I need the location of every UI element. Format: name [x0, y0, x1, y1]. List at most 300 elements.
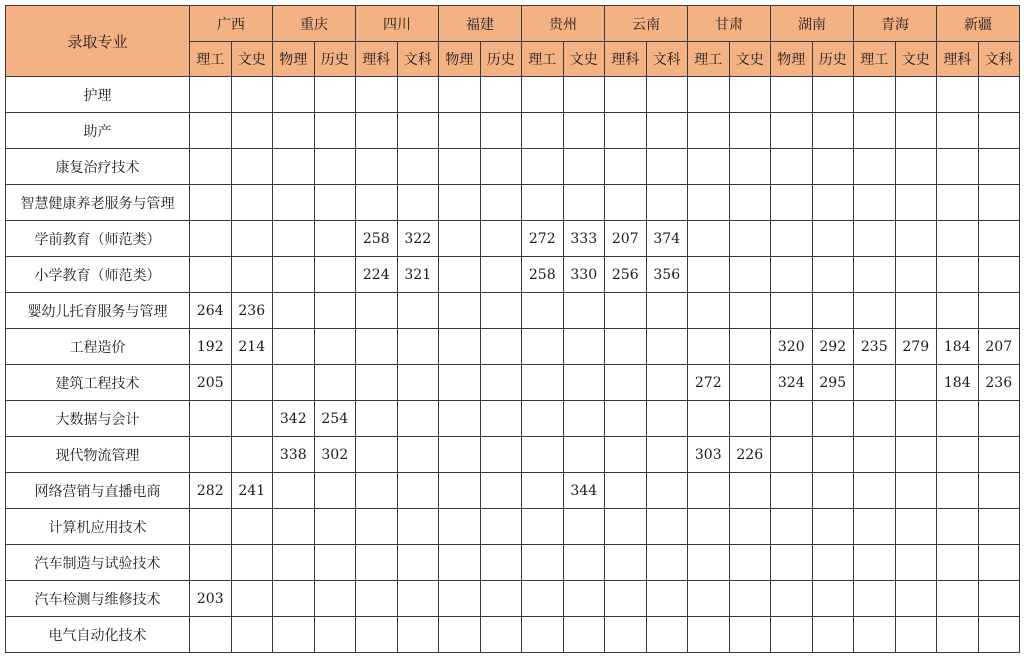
- score-cell: [895, 581, 937, 617]
- score-cell: 295: [812, 365, 854, 401]
- score-cell: [273, 473, 315, 509]
- score-cell: [854, 77, 896, 113]
- score-cell: [895, 365, 937, 401]
- score-cell: [231, 257, 273, 293]
- score-cell: [895, 401, 937, 437]
- score-cell: [688, 221, 730, 257]
- score-cell: [937, 509, 979, 545]
- score-cell: [397, 293, 439, 329]
- score-cell: [771, 509, 813, 545]
- score-cell: [729, 509, 771, 545]
- score-cell: [895, 149, 937, 185]
- score-cell: [356, 437, 398, 473]
- score-cell: [314, 113, 356, 149]
- score-cell: [480, 365, 522, 401]
- score-cell: [190, 185, 232, 221]
- province-header: 福建: [439, 6, 522, 42]
- score-cell: [812, 509, 854, 545]
- score-cell: [480, 617, 522, 653]
- score-cell: 282: [190, 473, 232, 509]
- score-cell: [646, 77, 688, 113]
- score-cell: [937, 185, 979, 221]
- score-cell: [231, 221, 273, 257]
- major-name: 大数据与会计: [6, 401, 190, 437]
- major-name: 网络营销与直播电商: [6, 473, 190, 509]
- subject-header: 物理: [273, 42, 315, 77]
- score-cell: [563, 77, 605, 113]
- table-row: [6, 257, 1020, 293]
- score-cell: 192: [190, 329, 232, 365]
- score-cell: [937, 149, 979, 185]
- score-cell: [812, 77, 854, 113]
- score-cell: [190, 401, 232, 437]
- table-row: [6, 473, 1020, 509]
- major-name: 智慧健康养老服务与管理: [6, 185, 190, 221]
- score-cell: [190, 617, 232, 653]
- score-cell: [231, 365, 273, 401]
- score-cell: [812, 293, 854, 329]
- subject-header: 历史: [314, 42, 356, 77]
- score-cell: [937, 545, 979, 581]
- score-cell: [480, 401, 522, 437]
- score-cell: [812, 257, 854, 293]
- score-cell: [729, 401, 771, 437]
- province-header: 青海: [854, 6, 937, 42]
- score-cell: [522, 365, 564, 401]
- score-cell: [397, 113, 439, 149]
- score-cell: 344: [563, 473, 605, 509]
- score-cell: [314, 221, 356, 257]
- table-row: [6, 221, 1020, 257]
- score-cell: [688, 113, 730, 149]
- score-cell: [812, 581, 854, 617]
- subject-header: 文科: [978, 42, 1020, 77]
- score-cell: [522, 545, 564, 581]
- score-cell: [937, 257, 979, 293]
- score-cell: [314, 473, 356, 509]
- score-cell: [605, 149, 647, 185]
- score-cell: [688, 329, 730, 365]
- score-cell: [439, 365, 481, 401]
- score-cell: [688, 293, 730, 329]
- major-name: 助产: [6, 113, 190, 149]
- score-cell: [978, 221, 1020, 257]
- province-header: 重庆: [273, 6, 356, 42]
- subject-header: 文科: [646, 42, 688, 77]
- score-cell: [854, 365, 896, 401]
- score-cell: [771, 185, 813, 221]
- score-cell: [771, 401, 813, 437]
- score-cell: [605, 113, 647, 149]
- score-cell: [937, 113, 979, 149]
- score-cell: [937, 473, 979, 509]
- score-cell: [190, 437, 232, 473]
- score-cell: [688, 617, 730, 653]
- score-cell: [397, 185, 439, 221]
- major-name: 小学教育（师范类）: [6, 257, 190, 293]
- score-cell: [812, 473, 854, 509]
- major-name: 计算机应用技术: [6, 509, 190, 545]
- admission-score-table: [5, 5, 1020, 653]
- score-cell: [480, 221, 522, 257]
- score-cell: [190, 509, 232, 545]
- score-cell: [812, 545, 854, 581]
- score-cell: [688, 185, 730, 221]
- score-cell: [563, 365, 605, 401]
- score-cell: 264: [190, 293, 232, 329]
- score-cell: [605, 293, 647, 329]
- score-cell: [605, 329, 647, 365]
- score-cell: [605, 401, 647, 437]
- score-cell: 203: [190, 581, 232, 617]
- score-cell: [812, 149, 854, 185]
- score-cell: [771, 545, 813, 581]
- score-cell: 205: [190, 365, 232, 401]
- score-cell: [439, 257, 481, 293]
- score-cell: [854, 437, 896, 473]
- table-row: [6, 509, 1020, 545]
- score-cell: [563, 581, 605, 617]
- score-cell: [605, 581, 647, 617]
- table-row: [6, 113, 1020, 149]
- score-cell: [563, 509, 605, 545]
- score-cell: [771, 293, 813, 329]
- score-cell: [812, 437, 854, 473]
- province-header: 新疆: [937, 6, 1020, 42]
- score-cell: [439, 437, 481, 473]
- score-cell: [231, 545, 273, 581]
- score-cell: [356, 113, 398, 149]
- score-cell: [978, 185, 1020, 221]
- score-cell: [522, 617, 564, 653]
- score-cell: [646, 437, 688, 473]
- score-cell: 207: [605, 221, 647, 257]
- score-cell: 320: [771, 329, 813, 365]
- score-cell: [273, 509, 315, 545]
- table-row: [6, 293, 1020, 329]
- score-cell: [978, 545, 1020, 581]
- score-cell: [978, 113, 1020, 149]
- major-name: 现代物流管理: [6, 437, 190, 473]
- score-cell: [397, 509, 439, 545]
- score-cell: [978, 473, 1020, 509]
- table-row: [6, 401, 1020, 437]
- score-cell: [563, 617, 605, 653]
- score-cell: [605, 509, 647, 545]
- score-cell: 184: [937, 365, 979, 401]
- score-cell: [314, 293, 356, 329]
- score-cell: [273, 365, 315, 401]
- score-cell: [729, 113, 771, 149]
- table-row: [6, 149, 1020, 185]
- subject-header: 历史: [812, 42, 854, 77]
- score-cell: [646, 113, 688, 149]
- score-cell: [439, 185, 481, 221]
- score-cell: [854, 581, 896, 617]
- score-cell: [978, 617, 1020, 653]
- score-cell: [854, 401, 896, 437]
- score-cell: [522, 401, 564, 437]
- score-cell: 324: [771, 365, 813, 401]
- score-cell: [190, 221, 232, 257]
- score-cell: [273, 257, 315, 293]
- score-cell: [854, 617, 896, 653]
- score-cell: [480, 77, 522, 113]
- score-cell: [978, 437, 1020, 473]
- score-cell: [231, 617, 273, 653]
- major-name: 电气自动化技术: [6, 617, 190, 653]
- score-cell: [480, 473, 522, 509]
- score-cell: [231, 581, 273, 617]
- score-cell: [854, 509, 896, 545]
- subject-header: 物理: [771, 42, 813, 77]
- major-column-header: 录取专业: [6, 6, 190, 77]
- score-cell: [522, 437, 564, 473]
- score-cell: [480, 293, 522, 329]
- score-cell: [605, 185, 647, 221]
- score-cell: [646, 581, 688, 617]
- score-cell: [729, 185, 771, 221]
- score-cell: [522, 113, 564, 149]
- score-cell: [480, 113, 522, 149]
- score-cell: [231, 77, 273, 113]
- score-cell: [439, 581, 481, 617]
- score-cell: [937, 77, 979, 113]
- score-cell: [480, 185, 522, 221]
- score-cell: [356, 545, 398, 581]
- score-cell: [356, 617, 398, 653]
- score-cell: [729, 149, 771, 185]
- score-cell: [397, 545, 439, 581]
- score-cell: [854, 113, 896, 149]
- score-cell: [439, 401, 481, 437]
- score-cell: [563, 545, 605, 581]
- score-cell: [439, 329, 481, 365]
- score-cell: [273, 185, 315, 221]
- score-cell: [439, 221, 481, 257]
- score-cell: [771, 149, 813, 185]
- score-cell: [190, 257, 232, 293]
- score-cell: [314, 149, 356, 185]
- score-cell: [729, 581, 771, 617]
- score-cell: 338: [273, 437, 315, 473]
- score-cell: [854, 293, 896, 329]
- score-cell: 322: [397, 221, 439, 257]
- major-name: 汽车制造与试验技术: [6, 545, 190, 581]
- score-cell: [273, 617, 315, 653]
- subject-header: 理科: [356, 42, 398, 77]
- score-cell: [397, 437, 439, 473]
- province-header: 甘肃: [688, 6, 771, 42]
- score-cell: [480, 509, 522, 545]
- score-cell: [273, 149, 315, 185]
- score-cell: [895, 617, 937, 653]
- subject-header: 理工: [854, 42, 896, 77]
- score-cell: [397, 581, 439, 617]
- score-cell: [854, 257, 896, 293]
- score-cell: [563, 401, 605, 437]
- score-cell: 302: [314, 437, 356, 473]
- score-cell: 256: [605, 257, 647, 293]
- score-cell: [356, 473, 398, 509]
- score-cell: [190, 77, 232, 113]
- score-cell: [231, 509, 273, 545]
- score-cell: [273, 329, 315, 365]
- score-cell: 258: [522, 257, 564, 293]
- score-cell: [480, 545, 522, 581]
- score-cell: [273, 581, 315, 617]
- score-cell: [439, 77, 481, 113]
- score-cell: [771, 437, 813, 473]
- score-cell: [563, 293, 605, 329]
- score-cell: [895, 257, 937, 293]
- score-cell: [771, 617, 813, 653]
- score-cell: 321: [397, 257, 439, 293]
- subject-header: 理工: [522, 42, 564, 77]
- score-cell: [937, 437, 979, 473]
- score-cell: [771, 257, 813, 293]
- score-cell: [231, 149, 273, 185]
- score-cell: [522, 77, 564, 113]
- score-cell: [729, 545, 771, 581]
- score-cell: [978, 77, 1020, 113]
- score-cell: [937, 581, 979, 617]
- subject-header: 文史: [231, 42, 273, 77]
- score-cell: [605, 365, 647, 401]
- score-cell: [397, 77, 439, 113]
- score-cell: 272: [522, 221, 564, 257]
- score-cell: [522, 293, 564, 329]
- score-cell: [522, 509, 564, 545]
- score-cell: [978, 149, 1020, 185]
- score-cell: [895, 221, 937, 257]
- score-cell: [439, 149, 481, 185]
- table-row: [6, 185, 1020, 221]
- score-cell: 235: [854, 329, 896, 365]
- score-cell: [356, 401, 398, 437]
- score-cell: [356, 509, 398, 545]
- score-cell: [895, 509, 937, 545]
- score-cell: [439, 293, 481, 329]
- score-cell: 236: [978, 365, 1020, 401]
- subject-header: 理工: [688, 42, 730, 77]
- score-cell: [480, 329, 522, 365]
- score-cell: [439, 113, 481, 149]
- score-cell: [397, 329, 439, 365]
- score-cell: [771, 581, 813, 617]
- score-cell: [646, 185, 688, 221]
- major-name: 婴幼儿托育服务与管理: [6, 293, 190, 329]
- score-cell: [771, 473, 813, 509]
- province-header: 贵州: [522, 6, 605, 42]
- score-cell: [356, 581, 398, 617]
- score-cell: [480, 437, 522, 473]
- major-name: 康复治疗技术: [6, 149, 190, 185]
- score-cell: [646, 473, 688, 509]
- score-cell: [273, 545, 315, 581]
- score-cell: [895, 545, 937, 581]
- score-cell: 254: [314, 401, 356, 437]
- table-row: [6, 545, 1020, 581]
- score-cell: 330: [563, 257, 605, 293]
- score-cell: [688, 149, 730, 185]
- score-cell: [522, 581, 564, 617]
- score-cell: [729, 77, 771, 113]
- score-cell: [646, 509, 688, 545]
- score-cell: [812, 221, 854, 257]
- score-cell: 207: [978, 329, 1020, 365]
- score-cell: [314, 329, 356, 365]
- score-cell: [314, 617, 356, 653]
- score-cell: [314, 581, 356, 617]
- score-cell: [688, 581, 730, 617]
- score-cell: [812, 185, 854, 221]
- score-cell: [231, 185, 273, 221]
- score-cell: 356: [646, 257, 688, 293]
- score-cell: [937, 293, 979, 329]
- score-cell: 241: [231, 473, 273, 509]
- score-cell: [439, 509, 481, 545]
- score-cell: [812, 617, 854, 653]
- score-cell: [314, 509, 356, 545]
- score-cell: [729, 329, 771, 365]
- score-cell: [729, 473, 771, 509]
- score-cell: [978, 257, 1020, 293]
- table-row: [6, 365, 1020, 401]
- score-cell: [688, 473, 730, 509]
- province-header: 云南: [605, 6, 688, 42]
- score-cell: [397, 401, 439, 437]
- score-cell: [646, 617, 688, 653]
- score-cell: [356, 365, 398, 401]
- score-cell: 224: [356, 257, 398, 293]
- score-cell: [937, 221, 979, 257]
- score-cell: [854, 185, 896, 221]
- score-cell: [563, 185, 605, 221]
- score-cell: [273, 221, 315, 257]
- major-name: 建筑工程技术: [6, 365, 190, 401]
- score-cell: [812, 401, 854, 437]
- score-cell: 272: [688, 365, 730, 401]
- score-cell: [688, 545, 730, 581]
- score-cell: [605, 473, 647, 509]
- score-cell: [771, 221, 813, 257]
- province-header: 广西: [190, 6, 273, 42]
- subject-header: 文史: [563, 42, 605, 77]
- score-cell: [563, 329, 605, 365]
- score-cell: [688, 509, 730, 545]
- score-cell: [646, 401, 688, 437]
- major-name: 护理: [6, 77, 190, 113]
- score-cell: [439, 545, 481, 581]
- score-cell: [563, 437, 605, 473]
- score-cell: [314, 185, 356, 221]
- score-cell: 342: [273, 401, 315, 437]
- table-row: [6, 77, 1020, 113]
- province-header-row: [6, 6, 1020, 42]
- score-cell: [314, 77, 356, 113]
- score-cell: 236: [231, 293, 273, 329]
- score-cell: [937, 617, 979, 653]
- score-cell: [688, 77, 730, 113]
- score-cell: [273, 77, 315, 113]
- subject-header: 理科: [605, 42, 647, 77]
- score-cell: [854, 473, 896, 509]
- score-cell: [397, 617, 439, 653]
- score-cell: [729, 221, 771, 257]
- score-cell: [729, 257, 771, 293]
- subject-header: 理科: [937, 42, 979, 77]
